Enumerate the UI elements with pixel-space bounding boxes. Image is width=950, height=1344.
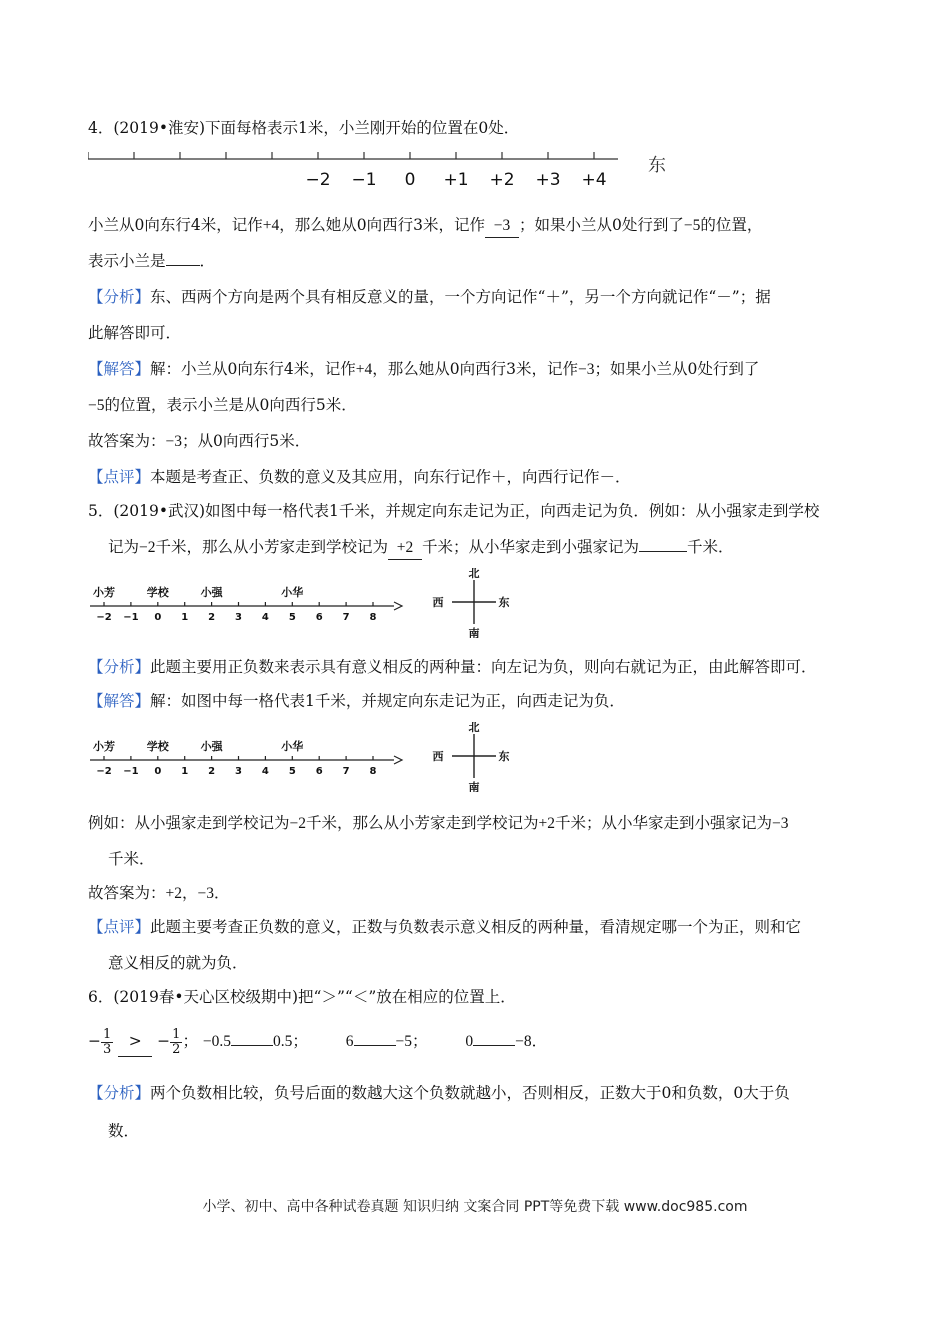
q5-tick-label: 3 [235,612,242,623]
q5-axis-arrow [394,602,402,610]
page-footer: 小学、初中、高中各种试卷真题 知识归纳 文案合同 PPT等免费下载 www.doc985.com [202,1199,748,1215]
q5-tick-label: −1 [123,612,139,623]
q5-tick-label: 0 [154,612,162,623]
q5-place-label: 小芳 [93,586,115,599]
q4-stem-line1: 小兰从0向东行4米，记作+4，那么她从0向西行3米，记作 −3 ；如果小兰从0处行到了−5的位置， [88,214,762,238]
q5-place-label: 小强 [200,740,223,753]
compass-south: 南 [468,781,480,792]
compass-west: 西 [432,596,444,609]
axis-tick-label: +4 [581,170,607,190]
compass-north: 北 [468,568,480,580]
compare-blank-1[interactable]: > [118,1026,152,1057]
q4-number-line [88,145,688,193]
axis-tick-label: 0 [404,170,416,190]
fraction-neg-third: − $\frac{1}{3}$ [88,1026,112,1057]
q5-example: 例如：从小强家走到学校记为−2千米，那么从小芳家走到学校记为+2千米；从小华家走到小强家记为−3 [88,814,789,832]
answer-blank-1[interactable]: −3 [485,214,519,238]
q5-tick-label: 1 [181,766,189,777]
answer-blank-4[interactable] [639,551,687,552]
q5-place-label: 小华 [281,740,304,753]
q5-example-cont: 千米． [108,850,155,868]
q5-tick-label: 6 [315,612,323,623]
q5-tick-label: 5 [288,612,296,623]
q4-solution: 【解答】解：小兰从0向东行4米，记作+4，那么她从0向西行3米，记作−3；如果小兰从0处行到了 [88,360,760,378]
q5-tick-label: 0 [154,766,162,777]
q5-comment: 【点评】此题主要考查正负数的意义，正数与负数表示意义相反的两种量，看清规定哪一个为正，则和它 [88,918,802,936]
q6-items: − $\frac{1}{3}$ > − $\frac{1}{2}$ ； −0.5 0.5； 6 −5； 0 −8． [88,1026,548,1057]
q5-tick-label: 8 [369,612,377,623]
q6-analysis: 【分析】两个负数相比较，负号后面的数越大这个负数就越小，否则相反，正数大于0和负数，0大于负 [88,1084,790,1102]
q4-title: 4．(2019•淮安)下面每格表示1米，小兰刚开始的位置在0处． [88,119,520,137]
q5-tick-label: 1 [181,612,189,623]
axis-tick-label: −1 [351,170,377,190]
q5-tick-label: −2 [96,766,112,777]
q5-tick-label: 2 [208,766,216,777]
q5-place-label: 学校 [146,586,169,599]
q5-stem: 记为−2千米，那么从小芳家走到学校记为 +2 千米；从小华家走到小强家记为 千米． [108,536,734,560]
q4-stem-line2: 表示小兰是 ． [88,252,216,270]
compare-blank-3[interactable] [354,1045,396,1046]
q5-solution: 【解答】解：如图中每一格代表1千米，并规定向东走记为正，向西走记为负． [88,692,625,710]
compare-blank-2[interactable] [231,1045,273,1046]
q6-title: 6．(2019春•天心区校级期中)把“＞”“＜”放在相应的位置上． [88,988,516,1006]
q5-figure-repeat [88,722,528,792]
q5-tick-label: −1 [123,766,139,777]
axis-tick-label: +3 [535,170,561,190]
q5-tick-label: 7 [342,612,350,623]
compare-blank-4[interactable] [473,1045,515,1046]
compass-east: 东 [498,750,510,763]
axis-tick-label: −2 [305,170,331,190]
q5-place-label: 小华 [281,586,304,599]
fraction-neg-half: − $\frac{1}{2}$ [157,1026,181,1057]
q4-solution-cont: −5的位置，表示小兰是从0向西行5米． [88,396,357,414]
q5-tick-label: 5 [288,766,296,777]
q6-analysis-cont: 数． [108,1122,140,1140]
compass-north: 北 [468,722,480,734]
q5-tick-label: 8 [369,766,377,777]
q5-tick-label: 6 [315,766,323,777]
q5-answer: 故答案为：+2，−3． [88,884,230,902]
q5-place-label: 学校 [146,740,169,753]
q5-tick-label: 4 [261,766,269,777]
q5-figure [88,568,528,638]
axis-tick-label: +1 [443,170,469,190]
compass-south: 南 [468,627,480,638]
axis-tick-label: +2 [489,170,515,190]
q5-comment-cont: 意义相反的就为负． [108,954,248,972]
compass-east: 东 [498,596,510,609]
q5-tick-label: −2 [96,612,112,623]
q5-axis-arrow [394,756,402,764]
q5-analysis: 【分析】此题主要用正负数来表示具有意义相反的两种量：向左记为负，则向右就记为正，由此解答即可． [88,658,817,676]
q5-title: 5．(2019•武汉)如图中每一格代表1千米，并规定向东走记为正，向西走记为负．例如：从小强家走到学校 [88,502,820,520]
q4-comment: 【点评】本题是考查正、负数的意义及其应用，向东行记作＋，向西行记作－． [88,468,631,486]
axis-direction-label: 东 [648,155,666,176]
answer-blank-2[interactable] [166,265,200,266]
q5-tick-label: 3 [235,766,242,777]
q5-tick-label: 7 [342,766,350,777]
answer-blank-3[interactable]: +2 [388,536,422,560]
q4-answer: 故答案为：−3；从0向西行5米． [88,432,311,450]
q5-place-label: 小芳 [93,740,115,753]
q4-analysis: 【分析】东、西两个方向是两个具有相反意义的量，一个方向记作“＋”，另一个方向就记作“－”；据 [88,288,771,306]
q5-tick-label: 4 [261,612,269,623]
q5-place-label: 小强 [200,586,223,599]
compass-west: 西 [432,750,444,763]
q4-analysis-cont: 此解答即可． [88,324,182,342]
q5-tick-label: 2 [208,612,216,623]
